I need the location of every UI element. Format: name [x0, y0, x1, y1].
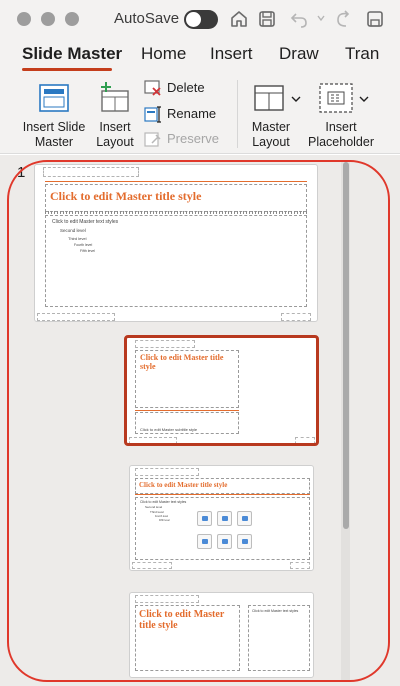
- zoom-window-button[interactable]: [65, 12, 79, 26]
- text-level-5: Fifth level: [80, 249, 95, 253]
- insert-layout-button[interactable]: [92, 78, 138, 150]
- delete-slide-icon: [144, 79, 162, 97]
- insert-layout-icon: [98, 81, 132, 115]
- minimize-window-button[interactable]: [41, 12, 55, 26]
- header-placeholder: [43, 167, 139, 177]
- text-level-4: Fourth level: [155, 515, 169, 518]
- insert-placeholder-icon: [318, 81, 354, 115]
- slide-master-icon: [38, 82, 70, 114]
- toggle-knob: [186, 12, 201, 27]
- title-placeholder: [135, 478, 310, 494]
- ribbon: [0, 74, 400, 154]
- master-layout-icon: [254, 85, 284, 111]
- insert-icons-icon: [217, 534, 232, 549]
- body-placeholder: [45, 215, 307, 307]
- text-level-1: Click to edit Master text styles: [140, 500, 187, 504]
- autosave-label: AutoSave: [114, 10, 180, 27]
- text-level-2: Second level: [60, 228, 86, 233]
- autosave-toggle[interactable]: [184, 10, 218, 29]
- insert-smartart-icon: [237, 511, 252, 526]
- ribbon-separator: [237, 80, 238, 148]
- insert-video-icon: [237, 534, 252, 549]
- delete-button[interactable]: [144, 79, 234, 99]
- home-icon[interactable]: [228, 8, 250, 30]
- tab-insert[interactable]: Insert: [210, 44, 253, 63]
- master-layout-button[interactable]: [246, 78, 306, 150]
- layout-thumbnail-title-slide[interactable]: [124, 335, 319, 446]
- header-placeholder: [135, 468, 199, 476]
- text-level-5: Fifth level: [159, 519, 170, 522]
- date-placeholder: [129, 437, 177, 444]
- title-placeholder: [45, 184, 307, 212]
- slide-number: 1: [17, 164, 26, 181]
- insert-chart-icon: [217, 511, 232, 526]
- layout-title-text: Click to edit Master title style: [139, 481, 228, 489]
- insert-placeholder-label: Insert Placeholder: [307, 120, 374, 149]
- preserve-pin-icon: [144, 130, 162, 148]
- text-level-1: Click to edit Master text styles: [52, 219, 119, 225]
- text-level-4: Fourth level: [74, 243, 93, 247]
- layout-thumbnail-title-only[interactable]: [129, 592, 314, 678]
- rename-button[interactable]: [144, 105, 234, 125]
- master-layout-label: Master Layout: [251, 120, 291, 149]
- title-placeholder: [135, 350, 239, 408]
- active-tab-indicator: [22, 68, 112, 71]
- tab-draw[interactable]: Draw: [279, 44, 319, 63]
- slide-number-placeholder: [295, 437, 315, 444]
- date-placeholder: [132, 562, 172, 569]
- slide-number-placeholder: [281, 313, 311, 321]
- subtitle-text: Click to edit Master subtitle style: [140, 427, 198, 432]
- header-placeholder: [135, 340, 195, 348]
- text-level-1: Click to edit Master text styles: [252, 609, 299, 613]
- insert-slide-master-button[interactable]: [18, 78, 90, 150]
- subtitle-placeholder: [135, 412, 239, 434]
- content-placeholder: [135, 497, 310, 560]
- save-icon[interactable]: [256, 8, 278, 30]
- layout-thumbnail-title-content[interactable]: [129, 465, 314, 571]
- title-bar: [0, 0, 400, 38]
- chevron-down-icon: [291, 95, 301, 103]
- text-level-2: Second level: [145, 505, 163, 509]
- header-placeholder: [135, 595, 199, 603]
- preserve-label: Preserve: [167, 131, 220, 146]
- tab-transitions[interactable]: Tran: [345, 44, 380, 63]
- insert-table-icon: [197, 511, 212, 526]
- rename-icon: [144, 105, 162, 123]
- ribbon-tabs: [0, 38, 400, 74]
- preserve-button[interactable]: [144, 130, 234, 150]
- scrollbar-thumb[interactable]: [343, 162, 349, 529]
- slide-master-thumbnail[interactable]: [34, 164, 318, 322]
- delete-label: Delete: [167, 80, 205, 95]
- tab-slide-master[interactable]: Slide Master: [22, 44, 123, 63]
- save-as-icon[interactable]: [364, 8, 386, 30]
- chevron-down-icon: [359, 95, 369, 103]
- title-slide-title-text: Click to edit Master title style: [140, 353, 224, 371]
- insert-placeholder-button[interactable]: [308, 78, 400, 150]
- tab-home[interactable]: Home: [141, 44, 187, 63]
- undo-dropdown-chevron-icon[interactable]: [316, 13, 326, 23]
- insert-layout-label: Insert Layout: [96, 120, 134, 149]
- title-rule: [135, 494, 310, 495]
- date-placeholder: [37, 313, 115, 321]
- undo-icon[interactable]: [288, 8, 310, 30]
- rename-label: Rename: [167, 106, 217, 121]
- title-rule: [135, 410, 239, 411]
- layout-title-text: Click to edit Master title style: [139, 609, 225, 631]
- text-placeholder: [248, 605, 310, 671]
- insert-slide-master-label: Insert Slide Master: [22, 120, 86, 149]
- text-level-3: Third level: [150, 510, 164, 514]
- title-divider: [45, 211, 307, 214]
- close-window-button[interactable]: [17, 12, 31, 26]
- insert-picture-icon: [197, 534, 212, 549]
- text-level-3: Third level: [68, 236, 87, 241]
- master-title-text: Click to edit Master title style: [50, 189, 202, 203]
- title-rule: [45, 181, 307, 182]
- redo-icon[interactable]: [332, 8, 354, 30]
- title-placeholder: [135, 605, 240, 671]
- slide-number-placeholder: [290, 562, 310, 569]
